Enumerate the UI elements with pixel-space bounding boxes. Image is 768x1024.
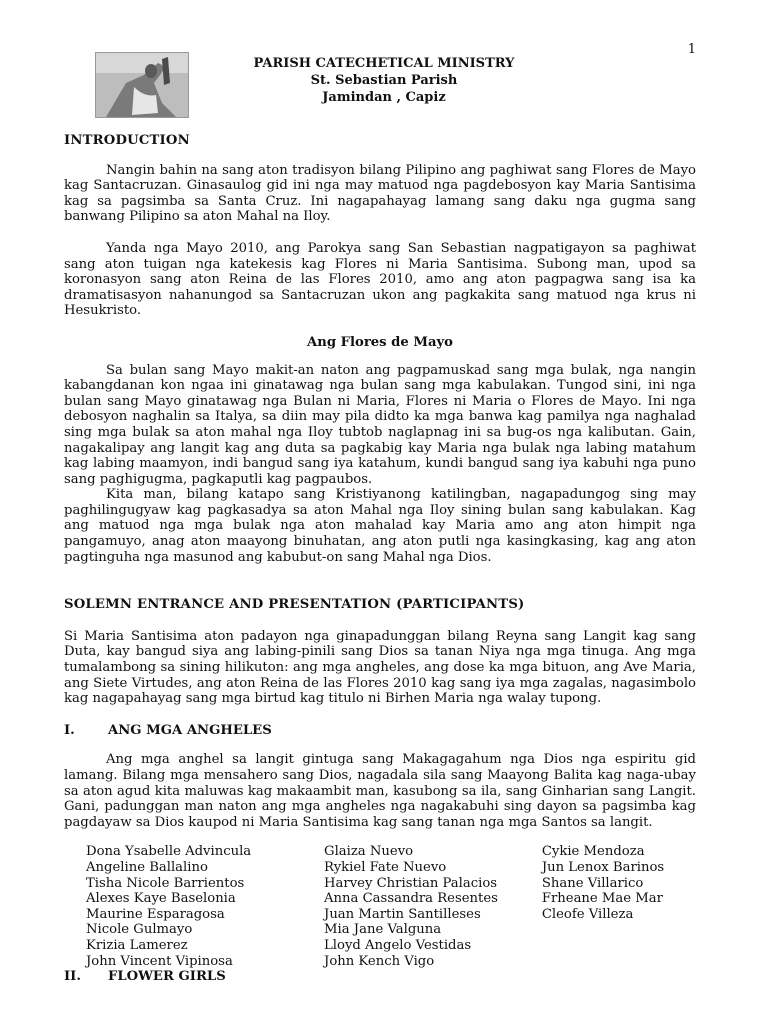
section-number: I. <box>64 722 75 738</box>
introduction-paragraph-2: Yanda nga Mayo 2010, ang Parokya sang San Sebastian nagpatigayon sa paghiwat sang aton tuigan nga katekesis kag Flores ni Maria Santisima. Subong man, upod sa koronasyon sang aton Reina de las Flores 2010, amo ang aton pagpagwa sang isa ka dramatisasyon nahanungod sa Santacruzan ukon ang pagkakita sang matuod nga krus ni Hesukristo. <box>64 240 696 319</box>
participant-name: Cykie Mendoza <box>541 844 645 860</box>
participant-name: Angeline Ballalino <box>86 859 208 875</box>
header-ministry: PARISH CATECHETICAL MINISTRY <box>253 56 515 71</box>
header-location: Jamindan , Capiz <box>322 90 446 105</box>
document-body <box>64 133 696 985</box>
participant-name: Maurine Esparagosa <box>86 906 225 922</box>
participant-name: Jun Lenox Barinos <box>541 859 665 875</box>
participant-name: Frheane Mae Mar <box>541 891 663 907</box>
flores-title: Ang Flores de Mayo <box>307 334 453 350</box>
section-number: II. <box>64 969 81 985</box>
participant-name: Glaiza Nuevo <box>324 844 414 860</box>
angheles-paragraph: Ang mga anghel sa langit gintuga sang Makagagahum nga Dios nga espiritu gid lamang. Bilang mga mensahero sang Dios, nagadala sila sang Maayong Balita kag naga-ubay sa aton agud kita maluwas kag makaambit man, kasubong sa ila, sang Ginharian sang Langit. Gani, padunggan man naton ang mga angheles nga nagakabuhi sing dayon sa pagsimba kag pagdayaw sa Dios kaupod ni Maria Santisima kag sang tanan nga mga Santos sa langit. <box>64 752 696 830</box>
participant-name: Dona Ysabelle Advincula <box>86 844 252 860</box>
participant-name: Juan Martin Santilleses <box>324 906 481 922</box>
document-header <box>0 55 768 106</box>
participant-name: Tisha Nicole Barrientos <box>86 875 245 891</box>
page-number: 1 <box>687 42 696 57</box>
section-title: FLOWER GIRLS <box>108 969 226 985</box>
section-title: ANG MGA ANGHELES <box>108 722 272 738</box>
flores-paragraph-1: Sa bulan sang Mayo makit-an naton ang pagpamuskad sang mga bulak, nga nangin kabangdanan kon ngaa ini ginatawag nga bulan sang mga kabulakan. Tungod sini, ini nga bulan sang Mayo ginatawag nga Bulan ni Maria, Flores ni Maria o Flores de Mayo. Ini nga debosyon naghalin sa Italya, sa diin may pila didto ka mga banwa kag pamilya nga naghalad sing mga bulak sa aton mahal nga Iloy tubtob naglapnag ini sa bug-os nga kalibutan. Gain, nagakalipay ang langit kag ang duta sa pagkabig kay Maria nga bulak nga labing matahum kag labing maamyon, indi bangud sang iya katahum, kundi bangud sang iya kabuhi nga puno sang paghigugma, pagkaputli kag pagpaubos. <box>64 362 696 487</box>
participant-name: Alexes Kaye Baselonia <box>86 891 236 907</box>
flores-paragraph-2: Kita man, bilang katapo sang Kristiyanong katilingban, nagapadungog sing may paghilingugyaw kag pagkasadya sa aton Mahal nga Iloy sining bulan sang kabulakan. Kag ang matuod nga mga bulak nga aton mahalad kay Maria amo ang aton himpit nga pangamuyo, anag aton maayong binuhatan, ang aton putli nga kasingkasing, kag ang aton pagtinguha nga masunod ang kabubut-on sang Mahal nga Dios. <box>64 487 696 565</box>
participant-name: Krizia Lamerez <box>86 937 188 953</box>
section-flower-girls-heading <box>64 969 696 985</box>
name-column-2 <box>324 844 542 969</box>
participant-name: Nicole Gulmayo <box>86 922 193 938</box>
participant-name: Cleofe Villeza <box>541 906 634 922</box>
name-column-3 <box>542 844 696 969</box>
solemn-paragraph: Si Maria Santisima aton padayon nga ginapadunggan bilang Reyna sang Langit kag sang Duta, kay bangud siya ang labing-pinili sang Dios sa tanan Niya nga mga tinuga. Ang mga tumalambong sa sining hilikuton: ang mga angheles, ang dose ka mga bituon, ang Ave Maria, ang Siete Virtudes, ang aton Reina de las Flores 2010 kag sang iya mga zagalas, nagasimbolo kag nagapahayag sang mga birtud kag titulo ni Birhen Maria nga walay tupong. <box>64 628 696 707</box>
participant-name: John Vincent Vipinosa <box>86 953 233 969</box>
participant-name: Lloyd Angelo Vestidas <box>324 937 472 953</box>
participant-name: Rykiel Fate Nuevo <box>324 859 447 875</box>
introduction-paragraph-1: Nangin bahin na sang aton tradisyon bilang Pilipino ang paghiwat sang Flores de Mayo kag Santacruzan. Ginasaulog gid ini nga may matuod nga pagdebosyon kay Maria Santisima kag sa pagsimba sa Santa Cruz. Ini nagapahayag lamang sang daku nga gugma sang banwang Pilipino sa aton Mahal na Iloy. <box>64 162 696 225</box>
name-column-1 <box>86 844 324 969</box>
participant-name: John Kench Vigo <box>324 953 435 969</box>
angheles-name-list <box>64 844 696 969</box>
participant-name: Anna Cassandra Resentes <box>324 891 498 907</box>
solemn-heading: SOLEMN ENTRANCE AND PRESENTATION (PARTICIPANTS) <box>64 597 525 613</box>
participant-name: Mia Jane Valguna <box>324 922 442 938</box>
participant-name: Harvey Christian Palacios <box>324 875 498 891</box>
introduction-heading: INTRODUCTION <box>64 133 190 148</box>
participant-name: Shane Villarico <box>541 875 644 891</box>
section-angheles-heading <box>64 723 696 739</box>
header-parish: St. Sebastian Parish <box>310 73 458 88</box>
